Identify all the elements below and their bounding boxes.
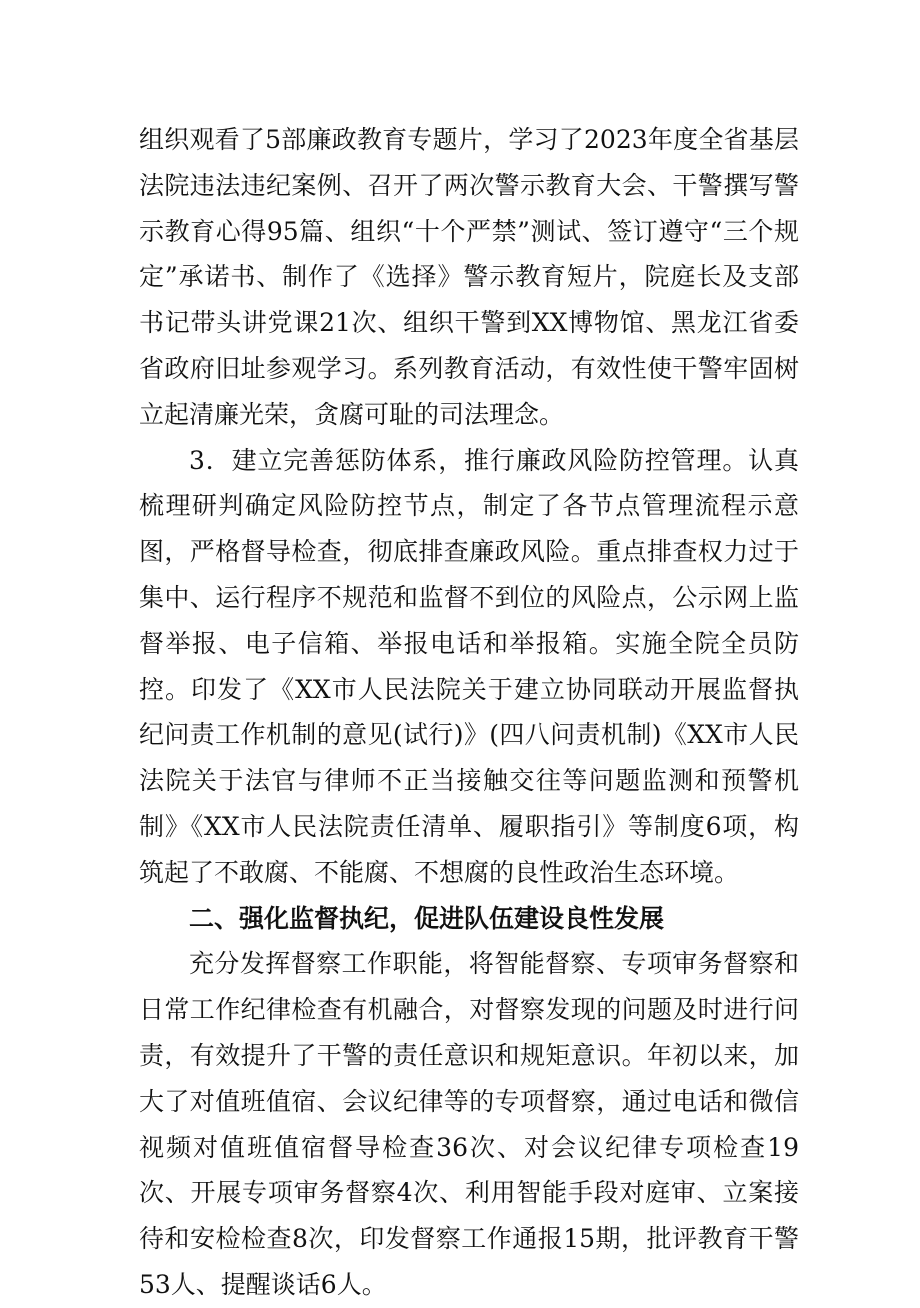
paragraph-risk-prevention: 3．建立完善惩防体系，推行廉政风险防控管理。认真梳理研判确定风险防控节点，制定了各节点管理流程示意图，严格督导检查，彻底排查廉政风险。重点排查权力过于集中、运行程序不规范和监督不到位的风险点，公示网上监督举报、电子信箱、举报电话和举报箱。实施全院全员防控。印发了《XX市人民法院关于建立协同联动开展监督执纪问责工作机制的意见(试行)》(四八问责机制)《XX市人民法院关于法官与律师不正当接触交往等问题监测和预警机制》《XX市人民法院责任清单、履职指引》等制度6项，构筑起了不敢腐、不能腐、不想腐的良性政治生态环境。 xyxy=(139,445,799,887)
paragraph-education-activities: 组织观看了5部廉政教育专题片，学习了2023年度全省基层法院违法违纪案例、召开了两次警示教育大会、干警撰写警示教育心得95篇、组织“十个严禁”测试、签订遵守“三个规定”承诺书、制作了《选择》警示教育短片，院庭长及支部书记带头讲党课21次、组织干警到XX博物馆、黑龙江省委省政府旧址参观学习。系列教育活动，有效性使干警牢固树立起清廉光荣，贪腐可耻的司法理念。 xyxy=(139,125,799,429)
paragraph-inspection-work: 充分发挥督察工作职能，将智能督察、专项审务督察和日常工作纪律检查有机融合，对督察发现的问题及时进行问责，有效提升了干警的责任意识和规矩意识。年初以来，加大了对值班值宿、会议纪律等的专项督察，通过电话和微信视频对值班值宿督导检查36次、对会议纪律专项检查19次、开展专项审务督察4次、利用智能手段对庭审、立案接待和安检检查8次，印发督察工作通报15期，批评教育干警53人、提醒谈话6人。 xyxy=(139,949,799,1299)
document-body xyxy=(139,117,799,1308)
section-heading-supervision: 二、强化监督执纪，促进队伍建设良性发展 xyxy=(189,903,665,933)
